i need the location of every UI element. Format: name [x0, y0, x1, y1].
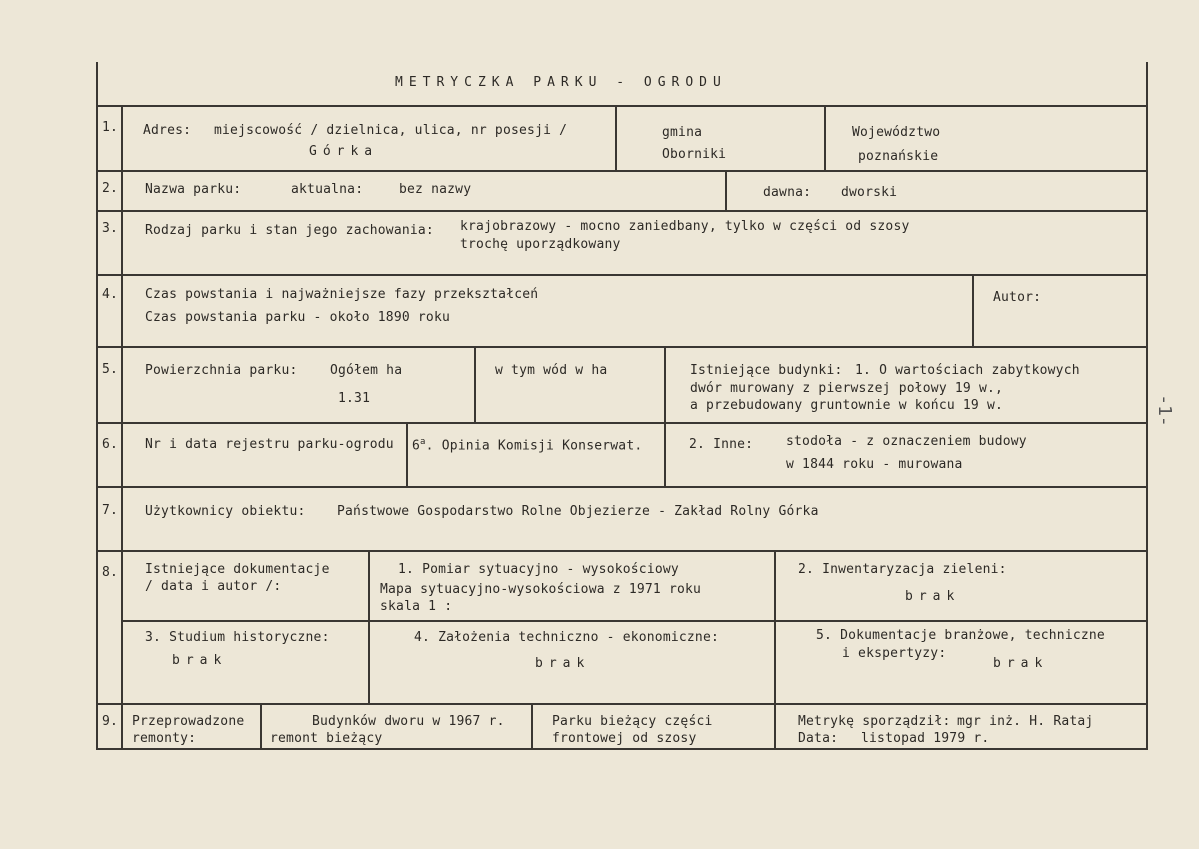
- gmina-label: gmina: [662, 125, 703, 140]
- row-number-3: 3.: [102, 221, 119, 236]
- date-value: listopad 1979 r.: [861, 731, 990, 746]
- park-type-label: Rodzaj parku i stan jego zachowania:: [145, 223, 434, 238]
- opinion-label: . Opinia Komisji Konserwat.: [425, 438, 643, 454]
- row-line: [121, 620, 1148, 622]
- row-line: [96, 346, 1148, 348]
- greenery-inventory-value: brak: [905, 589, 961, 604]
- water-area-label: w tym wód w ha: [495, 363, 608, 378]
- row-line: [96, 422, 1148, 424]
- col-line: [774, 704, 776, 749]
- other-label: 2. Inne:: [689, 437, 754, 452]
- renovations-label-line2: remonty:: [132, 731, 197, 746]
- survey-line2: skala 1 :: [380, 599, 453, 614]
- row-number-2: 2.: [102, 181, 119, 196]
- row-line: [96, 486, 1148, 488]
- row-number-5: 5.: [102, 362, 119, 377]
- prepared-by-label: Metrykę sporządził:: [798, 714, 951, 729]
- park-type-line2: trochę uporządkowany: [460, 237, 621, 252]
- historical-study-label: 3. Studium historyczne:: [145, 630, 330, 645]
- tech-econ-label: 4. Założenia techniczno - ekonomiczne:: [414, 630, 720, 645]
- col-line: [664, 423, 666, 486]
- row-number-8: 8.: [102, 565, 119, 580]
- documentation-label-line2: / data i autor /:: [145, 579, 282, 594]
- frame-left-inner: [121, 106, 123, 750]
- park-renovation-line2: frontowej od szosy: [552, 731, 697, 746]
- opinion-superscript: a: [420, 437, 426, 447]
- address-label: Adres:: [143, 123, 192, 138]
- creation-time-label: Czas powstania i najważniejsze fazy przekształceń: [145, 287, 539, 302]
- creation-time-value: Czas powstania parku - około 1890 roku: [145, 310, 451, 325]
- current-name-label: aktualna:: [291, 182, 364, 197]
- tech-econ-value: brak: [535, 656, 591, 671]
- buildings-line3: a przebudowany gruntownie w końcu 19 w.: [690, 398, 1004, 413]
- documentation-label-line1: Istniejące dokumentacje: [145, 562, 330, 577]
- buildings-label: Istniejące budynki:: [690, 363, 843, 378]
- row-number-9: 9.: [102, 714, 119, 729]
- page-title: METRYCZKA PARKU - OGRODU: [395, 75, 727, 90]
- page-number-mark: -1-: [1153, 394, 1175, 427]
- greenery-inventory-label: 2. Inwentaryzacja zieleni:: [798, 562, 1007, 577]
- frame-right: [1146, 62, 1148, 750]
- total-area-label: Ogółem ha: [330, 363, 403, 378]
- frame-left: [96, 62, 98, 750]
- row-line: [96, 550, 1148, 552]
- survey-label: 1. Pomiar sytuacyjno - wysokościowy: [398, 562, 679, 577]
- col-line: [972, 275, 974, 346]
- former-name-value: dworski: [841, 185, 898, 200]
- building-renovation-line1: Budynków dworu w 1967 r.: [312, 714, 505, 729]
- building-renovation-line2: remont bieżący: [270, 731, 383, 746]
- gmina-value: Oborniki: [662, 147, 727, 162]
- row-number-7: 7.: [102, 503, 119, 518]
- col-line: [615, 106, 617, 170]
- row-line: [96, 105, 1148, 107]
- park-type-line1: krajobrazowy - mocno zaniedbany, tylko w części od szosy: [460, 219, 910, 234]
- register-label: Nr i data rejestru parku-ogrodu: [145, 437, 394, 452]
- frame-bottom: [96, 748, 1148, 750]
- row-line: [96, 170, 1148, 172]
- row-number-6: 6.: [102, 437, 119, 452]
- voivodeship-label: Województwo: [852, 125, 941, 140]
- branch-docs-label-line2: i ekspertyzy:: [842, 646, 947, 661]
- survey-line1: Mapa sytuacyjno-wysokościowa z 1971 roku: [380, 582, 702, 597]
- col-line: [774, 551, 776, 703]
- col-line: [260, 704, 262, 749]
- total-area-value: 1.31: [338, 391, 371, 406]
- date-label: Data:: [798, 731, 839, 746]
- park-renovation-line1: Parku bieżący części: [552, 714, 713, 729]
- locality-value: Górka: [309, 144, 379, 159]
- users-label: Użytkownicy obiektu:: [145, 504, 306, 519]
- branch-docs-value: brak: [993, 656, 1049, 671]
- col-line: [824, 106, 826, 170]
- other-line2: w 1844 roku - murowana: [786, 457, 963, 472]
- col-line: [725, 171, 727, 210]
- row-line: [96, 274, 1148, 276]
- prepared-by-value: mgr inż. H. Rataj: [957, 714, 1094, 729]
- conservation-opinion: [412, 434, 642, 454]
- branch-docs-label-line1: 5. Dokumentacje branżowe, techniczne: [816, 628, 1105, 643]
- row-line: [96, 210, 1148, 212]
- renovations-label-line1: Przeprowadzone: [132, 714, 245, 729]
- buildings-line1: 1. O wartościach zabytkowych: [855, 363, 1080, 378]
- opinion-number: 6: [412, 438, 421, 454]
- current-name-value: bez nazwy: [399, 182, 472, 197]
- other-line1: stodoła - z oznaczeniem budowy: [786, 434, 1027, 449]
- col-line: [368, 551, 370, 703]
- historical-study-value: brak: [172, 653, 228, 668]
- author-label: Autor:: [993, 290, 1042, 305]
- buildings-line2: dwór murowany z pierwszej połowy 19 w.,: [690, 381, 1004, 396]
- row-line: [96, 703, 1148, 705]
- row-number-1: 1.: [102, 120, 119, 135]
- col-line: [531, 704, 533, 749]
- col-line: [664, 347, 666, 422]
- voivodeship-value: poznańskie: [858, 149, 939, 164]
- users-value: Państwowe Gospodarstwo Rolne Objezierze - Zakład Rolny Górka: [337, 504, 819, 519]
- former-name-label: dawna:: [763, 185, 812, 200]
- row-number-4: 4.: [102, 287, 119, 302]
- area-label: Powierzchnia parku:: [145, 363, 298, 378]
- col-line: [474, 347, 476, 422]
- park-name-label: Nazwa parku:: [145, 182, 242, 197]
- address-hint: miejscowość / dzielnica, ulica, nr posesji /: [214, 123, 568, 138]
- col-line: [406, 423, 408, 486]
